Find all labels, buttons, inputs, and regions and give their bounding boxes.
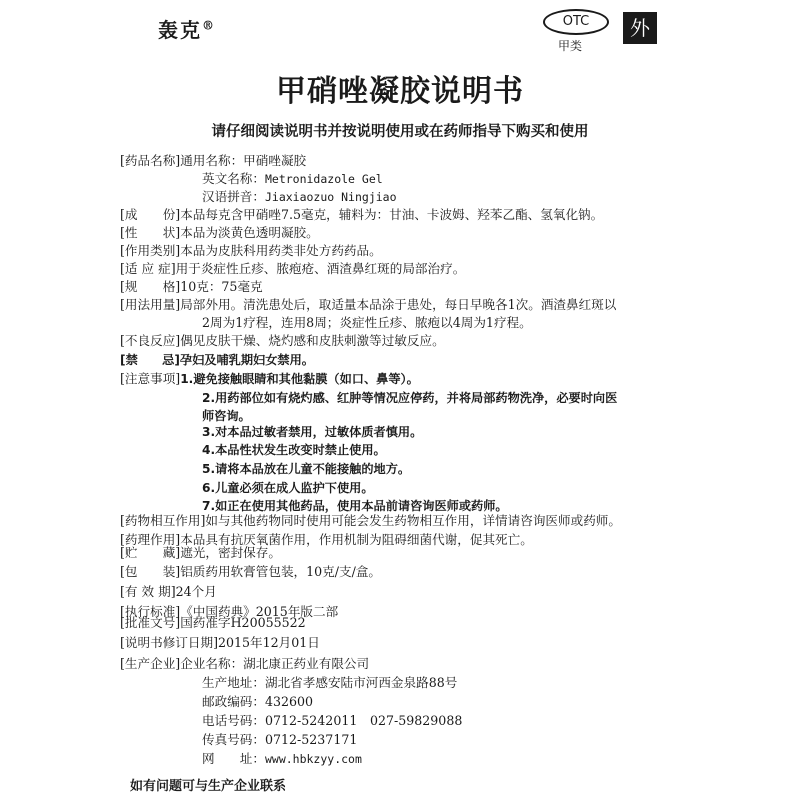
storage-text: 遮光，密封保存。 xyxy=(180,545,281,560)
appearance-label: [性 状] xyxy=(120,225,181,240)
usage-row xyxy=(120,296,616,314)
footer-contact-note: 如有问题可与生产企业联系 xyxy=(130,779,287,794)
usage-warning: 请仔细阅读说明书并按说明使用或在药师指导下购买和使用 xyxy=(211,124,589,140)
note-item: 2.用药部位如有烧灼感、红肿等情况应停药，并将局部药物洗净，必要时向医 xyxy=(202,391,618,405)
website-url: www.hbkzyy.com xyxy=(264,752,362,766)
appearance-row xyxy=(120,224,319,242)
notes-label: [注意事项] xyxy=(120,371,181,386)
interaction-label: [药物相互作用] xyxy=(120,513,206,528)
indication-label: [适 应 症] xyxy=(120,261,176,276)
pinyin-name: Jiaxiaozuo Ningjiao xyxy=(264,190,397,204)
note-item: 师咨询。 xyxy=(202,409,251,423)
otc-class-label: 甲类 xyxy=(558,39,583,53)
production-address: 生产地址：湖北省孝感安陆市河西金泉路88号 xyxy=(202,675,458,690)
spec-text: 10克：75毫克 xyxy=(180,279,263,294)
revision-label: [说明书修订日期] xyxy=(120,635,218,650)
contraindication-label: [禁 忌] xyxy=(120,353,180,367)
pinyin-label: 汉语拼音： xyxy=(202,189,265,204)
fax-number: 传真号码：0712-5237171 xyxy=(202,732,358,747)
company-name: 企业名称：湖北康正药业有限公司 xyxy=(180,656,370,671)
category-row xyxy=(120,242,382,260)
approval-text: 国药准字H20055522 xyxy=(180,615,306,630)
composition-row xyxy=(120,206,603,224)
package-text: 铝质药用软膏管包装，10克/支/盒。 xyxy=(180,564,382,579)
generic-name: 通用名称：甲硝唑凝胶 xyxy=(180,153,307,168)
drug-name-row xyxy=(120,152,306,170)
website-row xyxy=(202,750,362,768)
interaction-text: 如与其他药物同时使用可能会发生药物相互作用，详情请咨询医师或药师。 xyxy=(205,513,621,528)
standard-text: 《中国药典》2015年版二部 xyxy=(180,604,339,619)
standard-label: [执行标准] xyxy=(120,604,181,619)
note-item: 7.如正在使用其他药品，使用本品前请咨询医师或药师。 xyxy=(202,499,508,513)
spec-label: [规 格] xyxy=(120,279,181,294)
contraindication-text: 孕妇及哺乳期妇女禁用。 xyxy=(179,353,314,367)
drug-name-label: [药品名称] xyxy=(120,153,181,168)
pharmacology-label: [药理作用] xyxy=(120,532,181,547)
contraindication-row xyxy=(120,351,314,369)
otc-badge: OTC xyxy=(543,9,609,35)
spec-row xyxy=(120,278,263,296)
note-item: 1.避免接触眼睛和其他黏膜（如口、鼻等）。 xyxy=(180,372,419,386)
adverse-row xyxy=(120,332,445,350)
composition-text: 本品每克含甲硝唑7.5毫克，辅料为：甘油、卡波姆、羟苯乙酯、氢氧化钠。 xyxy=(180,207,604,222)
english-name-row xyxy=(202,170,383,188)
category-text: 本品为皮肤科用药类非处方药药品。 xyxy=(180,243,382,258)
note-item: 5.请将本品放在儿童不能接触的地方。 xyxy=(202,462,411,476)
package-row xyxy=(120,563,381,581)
external-use-badge: 外 xyxy=(623,12,657,44)
brand-name: 轰克 xyxy=(158,18,202,42)
adverse-label: [不良反应] xyxy=(120,333,181,348)
manufacturer-row xyxy=(120,655,369,673)
indication-text: 用于炎症性丘疹、脓疱疮、酒渣鼻红斑的局部治疗。 xyxy=(175,261,466,276)
approval-label: [批准文号] xyxy=(120,615,181,630)
revision-date: 2015年12月01日 xyxy=(217,635,320,650)
revision-row xyxy=(120,634,320,652)
storage-label: [贮 藏] xyxy=(120,545,181,560)
pharmacology-text: 本品具有抗厌氧菌作用，作用机制为阻碍细菌代谢，促其死亡。 xyxy=(180,532,533,547)
website-label: 网 址： xyxy=(202,751,265,766)
english-name: Metronidazole Gel xyxy=(264,172,383,186)
brand-logo xyxy=(158,14,216,43)
manufacturer-label: [生产企业] xyxy=(120,656,181,671)
approval-row xyxy=(120,614,306,632)
document-title: 甲硝唑凝胶说明书 xyxy=(276,74,524,109)
usage-text-2: 2周为1疗程，连用8周；炎症性丘疹、脓疱以4周为1疗程。 xyxy=(202,315,532,330)
usage-text-1: 局部外用。清洗患处后，取适量本品涂于患处，每日早晚各1次。酒渣鼻红斑以 xyxy=(180,297,617,312)
category-label: [作用类别] xyxy=(120,243,181,258)
note-item: 4.本品性状发生改变时禁止使用。 xyxy=(202,443,386,457)
interaction-row xyxy=(120,512,621,530)
pinyin-row xyxy=(202,188,397,206)
storage-row xyxy=(120,544,281,562)
indication-row xyxy=(120,260,465,278)
registered-mark: ® xyxy=(202,18,216,33)
validity-row xyxy=(120,583,217,601)
note-item: 6.儿童必须在成人监护下使用。 xyxy=(202,481,374,495)
english-name-label: 英文名称： xyxy=(202,171,265,186)
phone-numbers: 电话号码：0712-5242011 027-59829088 xyxy=(202,713,463,728)
appearance-text: 本品为淡黄色透明凝胶。 xyxy=(180,225,319,240)
note-item: 3.对本品过敏者禁用，过敏体质者慎用。 xyxy=(202,425,423,439)
package-label: [包 装] xyxy=(120,564,181,579)
usage-label: [用法用量] xyxy=(120,297,181,312)
validity-label: [有 效 期] xyxy=(120,584,176,599)
validity-text: 24个月 xyxy=(175,584,217,599)
composition-label: [成 份] xyxy=(120,207,181,222)
postcode: 邮政编码：432600 xyxy=(202,694,314,709)
notes-row xyxy=(120,370,419,388)
adverse-text: 偶见皮肤干燥、烧灼感和皮肤刺激等过敏反应。 xyxy=(180,333,445,348)
